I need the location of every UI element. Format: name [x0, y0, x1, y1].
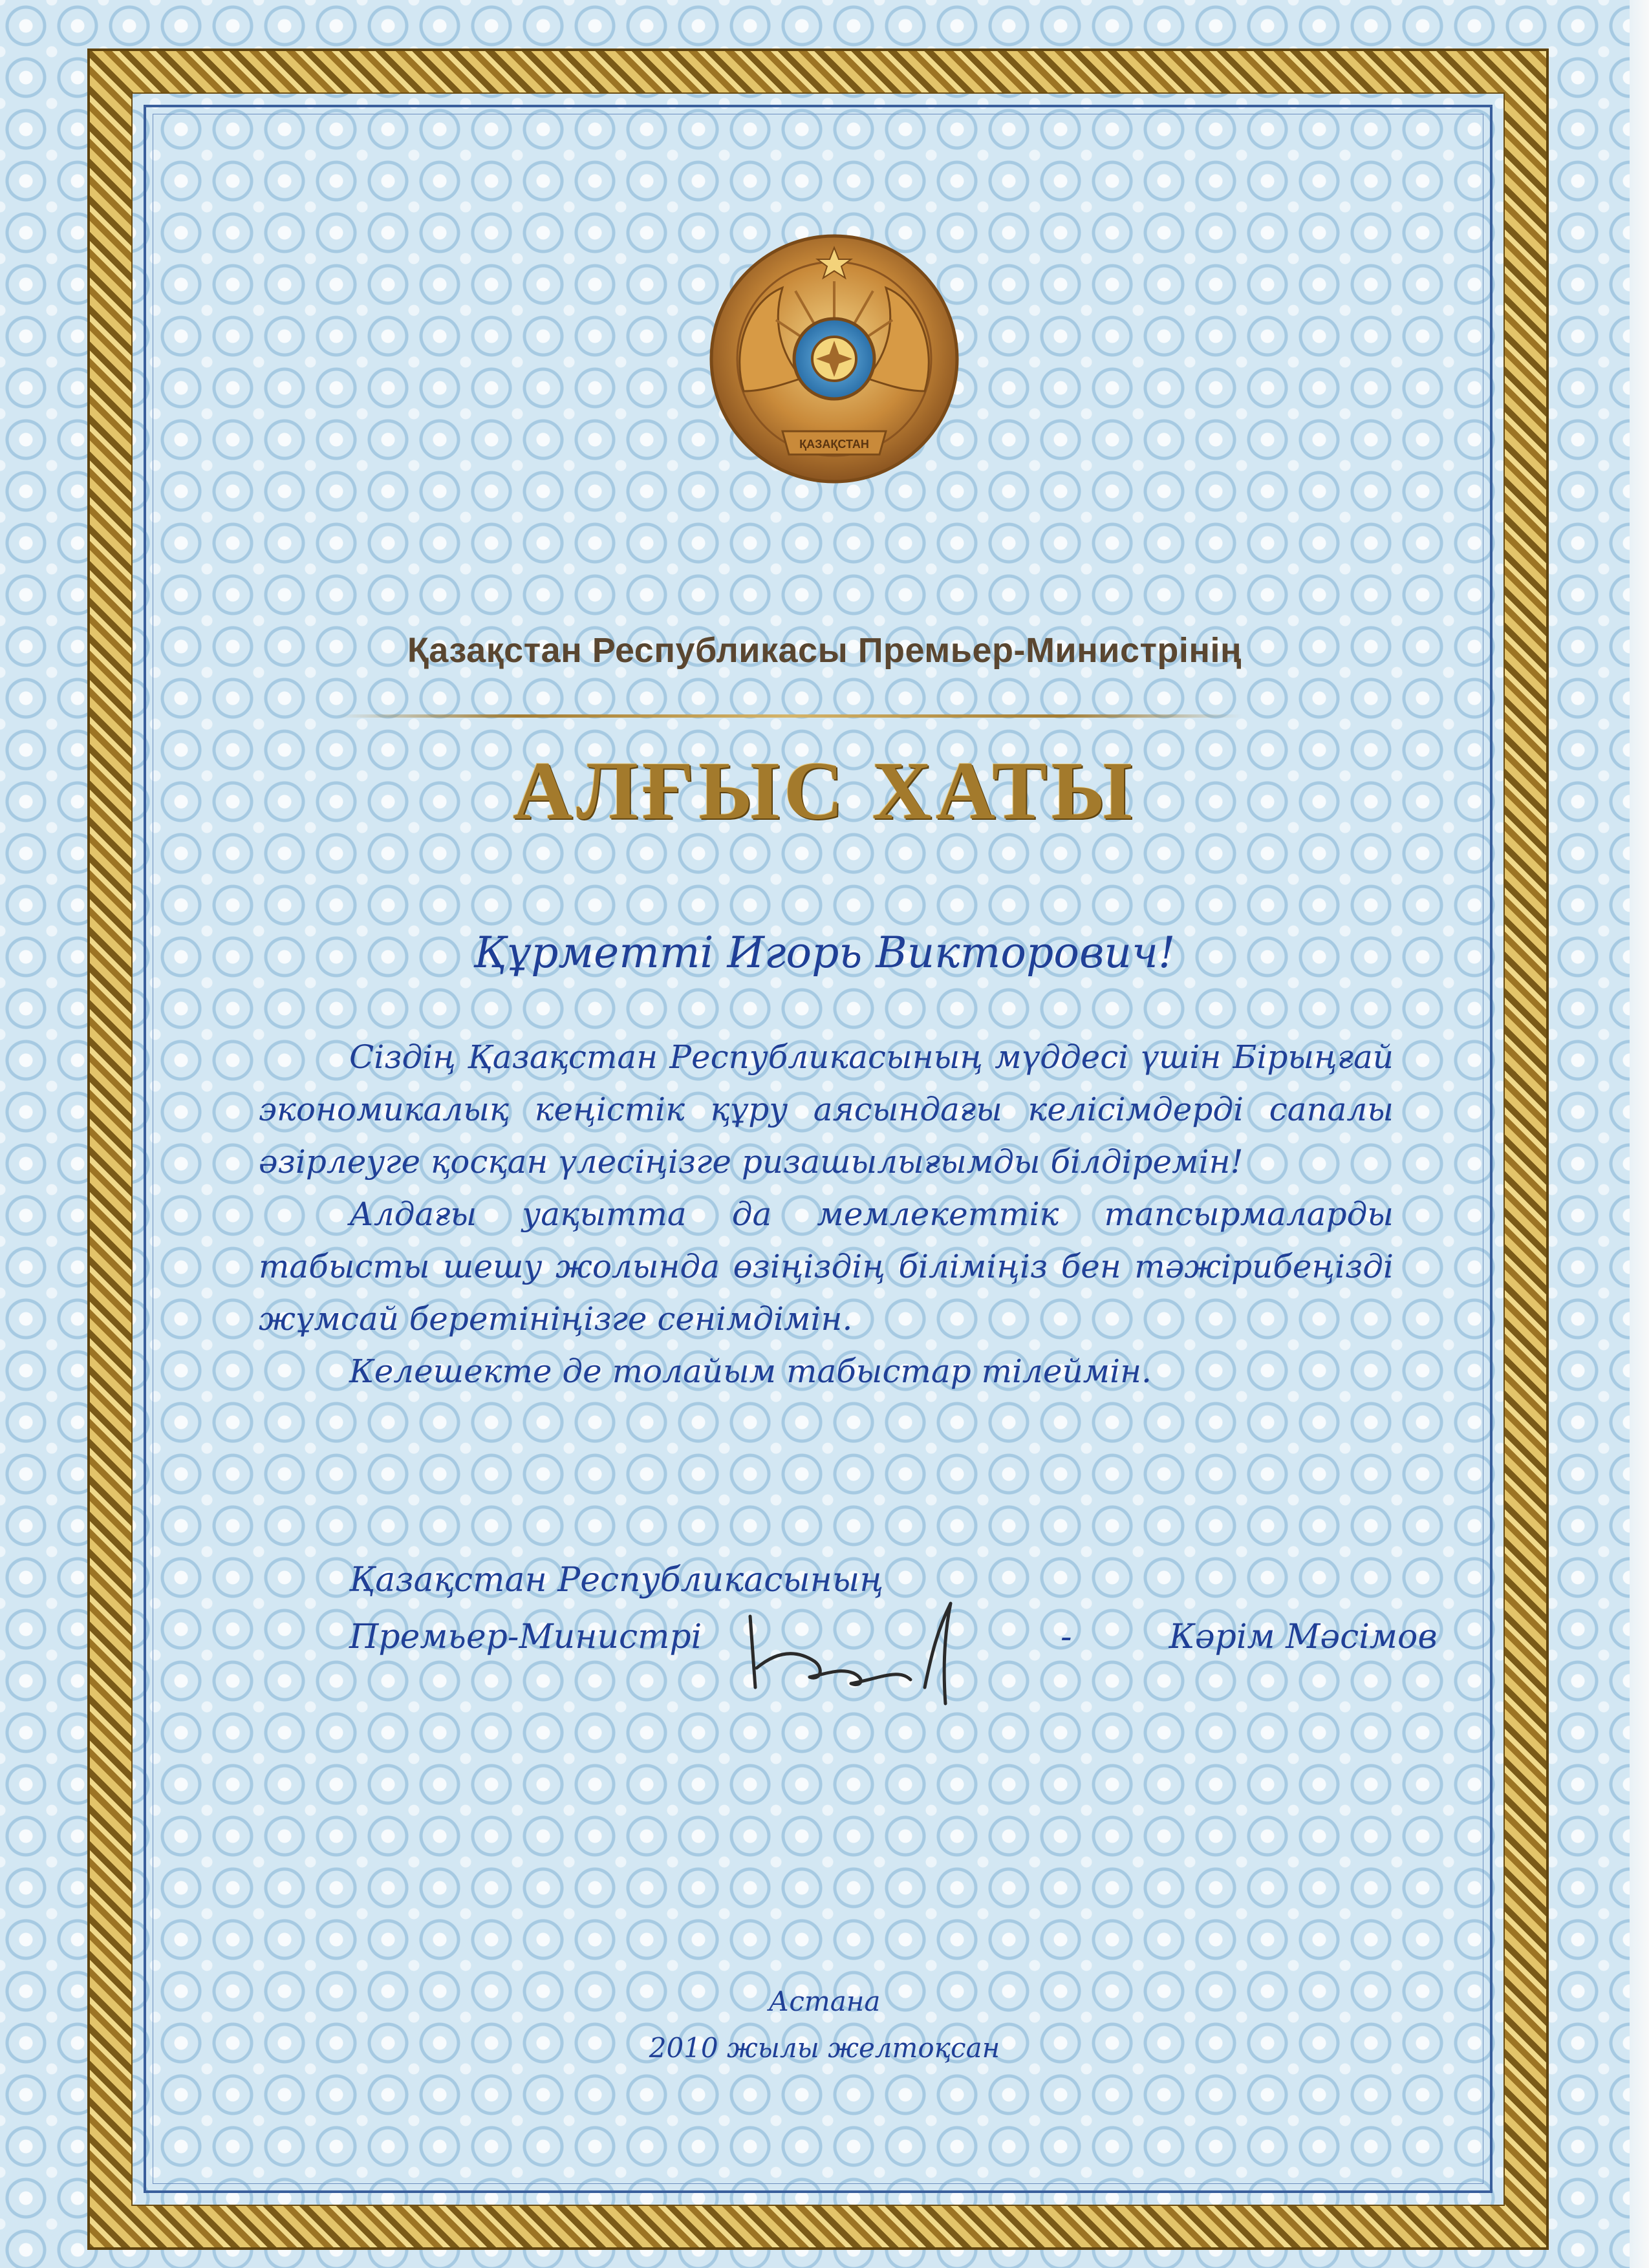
- svg-text:ҚАЗАҚСТАН: ҚАЗАҚСТАН: [799, 438, 869, 451]
- issuer-heading: Қазақстан Республикасы Премьер-Министрінің: [407, 631, 1242, 670]
- signatory-name-line: [1061, 1609, 1438, 1665]
- signatory-office-line1: Қазақстан Республикасының: [349, 1561, 884, 1599]
- paragraph-gratitude: Сіздің Қазақстан Республикасының мүддесі үшін Бірыңғай экономикалық кеңістік құру аясындағы келісімдерді сапалы әзірлеуге қосқан үлесіңізге ризашылығымды білдіремін!: [259, 1038, 1394, 1181]
- paper-margin: [1630, 0, 1649, 2268]
- paragraph-wishes: Келешекте де толайым табыстар тілеймін.: [349, 1353, 1152, 1390]
- place-and-date: [0, 1978, 1649, 2071]
- state-emblem-icon: [705, 230, 964, 488]
- place: Астана: [768, 1985, 881, 2017]
- signatory-name: Кәрім Мәсімов: [1169, 1618, 1438, 1656]
- signatory-office-line2: Премьер-Министрі: [349, 1618, 702, 1656]
- letter-body: [259, 1031, 1394, 1398]
- handwritten-signature-icon: [737, 1590, 1009, 1713]
- paragraph-confidence: Алдағы уақытта да мемлекеттік тапсырмаларды табысты шешу жолында өзіңіздің біліміңіз бен тәжірибеңізді жұмсай беретініңізге сенімдімін.: [259, 1195, 1394, 1338]
- title-divider: [336, 714, 1242, 718]
- date: 2010 жылы желтоқсан: [649, 2032, 1000, 2064]
- signature-dash: -: [1061, 1618, 1072, 1656]
- salutation: Құрметті Игорь Викторович!: [473, 928, 1176, 978]
- document-title: АЛҒЫС ХАТЫ: [512, 745, 1137, 837]
